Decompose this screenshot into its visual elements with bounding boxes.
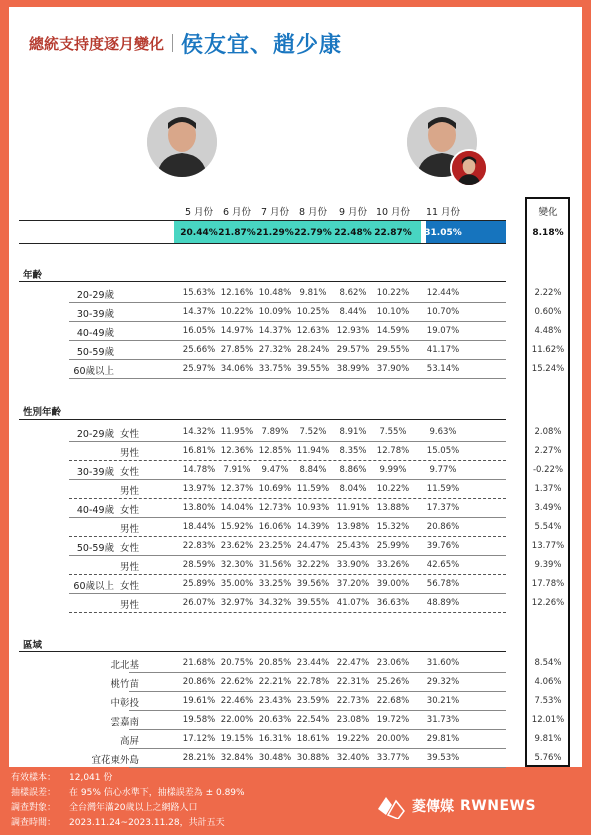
overall-value: 22.87% (374, 228, 412, 238)
row-label: 40-49歲 (76, 328, 114, 339)
table-cell: 32.22% (296, 560, 330, 570)
table-cell: 12.37% (220, 484, 254, 494)
table-cell: 32.30% (220, 560, 254, 570)
table-cell: 32.40% (336, 753, 370, 763)
table-cell: 13.97% (182, 484, 216, 494)
table-cell: 22.00% (220, 715, 254, 725)
table-cell: 22.31% (336, 677, 370, 687)
table-cell-nov: 17.37% (426, 503, 460, 513)
table-cell: 39.55% (296, 364, 330, 374)
table-cell: 12.78% (376, 446, 410, 456)
overall-value: 22.48% (334, 228, 372, 238)
table-cell: 13.98% (336, 522, 370, 532)
month-header: 7 月份 (260, 207, 290, 218)
row-divider (69, 517, 506, 518)
table-cell: 10.22% (376, 484, 410, 494)
table-cell: 10.48% (258, 288, 292, 298)
table-cell: 22.54% (296, 715, 330, 725)
row-sex-label: 男性 (119, 524, 139, 535)
table-cell: 16.31% (258, 734, 292, 744)
table-cell: 22.21% (258, 677, 292, 687)
row-group-label: 50-59歲 (76, 543, 114, 554)
table-cell: 21.68% (182, 658, 216, 668)
table-cell-change: 12.26% (531, 598, 565, 608)
table-cell: 11.94% (296, 446, 330, 456)
section-gender-age: 性別年齡 (23, 407, 62, 418)
table-cell-change: 8.54% (534, 658, 562, 668)
section-age: 年齡 (23, 270, 43, 281)
table-cell-change: 4.06% (534, 677, 562, 687)
logo-text-cn: 菱傳媒 (412, 799, 454, 815)
table-cell: 7.52% (299, 427, 327, 437)
table-cell: 9.99% (379, 465, 407, 475)
row-sex-label: 女性 (119, 543, 139, 554)
table-cell-nov: 15.05% (426, 446, 460, 456)
row-label: 50-59歲 (76, 347, 114, 358)
table-cell: 22.62% (220, 677, 254, 687)
row-divider (129, 691, 506, 692)
row-sex-label: 女性 (119, 429, 139, 440)
logo-text-en: RWNEWS (460, 798, 537, 814)
row-sex-label: 男性 (119, 600, 139, 611)
table-cell: 39.55% (296, 598, 330, 608)
month-header-nov: 11 月份 (425, 207, 461, 218)
row-sex-label: 男性 (119, 562, 139, 573)
table-cell: 30.48% (258, 753, 292, 763)
section-region: 區域 (23, 640, 43, 651)
row-divider (129, 767, 506, 768)
footer-value: 2023.11.24~2023.11.28，共計五天 (69, 818, 225, 828)
table-cell-nov: 9.63% (429, 427, 457, 437)
table-cell-change: 2.22% (534, 288, 562, 298)
row-label: 高屏 (119, 736, 139, 747)
row-label: 20-29歲 (76, 290, 114, 301)
table-cell: 15.92% (220, 522, 254, 532)
row-divider (129, 729, 506, 730)
overall-value-nov: 31.05% (424, 228, 462, 238)
table-cell: 25.66% (182, 345, 216, 355)
table-cell: 20.85% (258, 658, 292, 668)
row-sex-label: 女性 (119, 467, 139, 478)
table-cell: 11.59% (296, 484, 330, 494)
row-label: 30-39歲 (76, 309, 114, 320)
table-cell-nov: 11.59% (426, 484, 460, 494)
table-cell: 19.72% (376, 715, 410, 725)
table-cell-change: 13.77% (531, 541, 565, 551)
table-cell: 19.15% (220, 734, 254, 744)
footer-key: 調查時間： (11, 818, 57, 828)
row-divider (69, 378, 506, 379)
table-cell-change: 9.81% (534, 734, 562, 744)
table-cell: 26.07% (182, 598, 216, 608)
table-cell: 22.68% (376, 696, 410, 706)
table-cell: 29.55% (376, 345, 410, 355)
row-sex-label: 女性 (119, 581, 139, 592)
table-cell: 10.93% (296, 503, 330, 513)
table-cell-nov: 39.53% (426, 753, 460, 763)
table-cell: 23.25% (258, 541, 292, 551)
table-cell: 27.85% (220, 345, 254, 355)
table-cell: 12.93% (336, 326, 370, 336)
table-cell: 34.06% (220, 364, 254, 374)
table-cell: 20.63% (258, 715, 292, 725)
table-cell: 25.89% (182, 579, 216, 589)
group-divider (69, 612, 506, 613)
table-cell-change: 2.27% (534, 446, 562, 456)
row-divider (69, 359, 506, 360)
table-cell: 10.25% (296, 307, 330, 317)
table-cell: 34.32% (258, 598, 292, 608)
section-divider (19, 651, 506, 652)
table-cell: 30.88% (296, 753, 330, 763)
table-cell-change: -0.22% (532, 465, 564, 475)
row-divider (69, 302, 506, 303)
table-cell: 14.32% (182, 427, 216, 437)
table-cell: 14.39% (296, 522, 330, 532)
table-cell: 19.61% (182, 696, 216, 706)
table-cell: 12.73% (258, 503, 292, 513)
table-cell: 8.35% (339, 446, 367, 456)
row-group-label: 60歲以上 (73, 581, 114, 592)
group-divider (69, 574, 506, 575)
table-cell: 15.32% (376, 522, 410, 532)
table-cell: 23.06% (376, 658, 410, 668)
table-cell: 14.97% (220, 326, 254, 336)
row-group-label: 30-39歲 (76, 467, 114, 478)
month-header: 6 月份 (222, 207, 252, 218)
table-cell: 35.00% (220, 579, 254, 589)
table-cell: 11.91% (336, 503, 370, 513)
overall-change: 8.18% (532, 228, 564, 238)
row-divider (69, 593, 506, 594)
row-divider (69, 555, 506, 556)
row-label: 桃竹苗 (110, 679, 139, 690)
table-cell: 10.10% (376, 307, 410, 317)
overall-value: 20.44% (180, 228, 218, 238)
table-cell: 33.77% (376, 753, 410, 763)
table-cell: 22.73% (336, 696, 370, 706)
table-cell-nov: 10.70% (426, 307, 460, 317)
row-divider (129, 748, 506, 749)
table-cell-change: 7.53% (534, 696, 562, 706)
table-cell: 29.57% (336, 345, 370, 355)
table-cell: 10.22% (376, 288, 410, 298)
table-cell-nov: 29.32% (426, 677, 460, 687)
table-cell: 33.75% (258, 364, 292, 374)
table-cell: 19.58% (182, 715, 216, 725)
table-cell: 12.85% (258, 446, 292, 456)
table-cell: 8.62% (339, 288, 367, 298)
table-cell-change: 2.08% (534, 427, 562, 437)
table-cell-nov: 20.86% (426, 522, 460, 532)
row-divider (69, 321, 506, 322)
footer-value: 12,041 份 (69, 773, 113, 783)
table-cell: 22.46% (220, 696, 254, 706)
row-label: 中彰投 (110, 698, 139, 709)
table-cell: 37.90% (376, 364, 410, 374)
month-header: 9 月份 (338, 207, 368, 218)
table-cell: 7.91% (223, 465, 251, 475)
month-header: 8 月份 (298, 207, 328, 218)
table-cell: 13.80% (182, 503, 216, 513)
table-cell: 27.32% (258, 345, 292, 355)
table-cell: 23.43% (258, 696, 292, 706)
logo-icon (376, 793, 406, 819)
table-cell: 13.88% (376, 503, 410, 513)
table-cell-nov: 19.07% (426, 326, 460, 336)
table-cell: 8.04% (339, 484, 367, 494)
table-cell: 39.56% (296, 579, 330, 589)
row-divider (129, 672, 506, 673)
table-cell-nov: 39.76% (426, 541, 460, 551)
table-cell: 32.97% (220, 598, 254, 608)
table-cell: 24.47% (296, 541, 330, 551)
table-cell: 10.09% (258, 307, 292, 317)
table-cell: 39.00% (376, 579, 410, 589)
table-cell: 25.43% (336, 541, 370, 551)
table-cell: 8.44% (339, 307, 367, 317)
table-cell-change: 15.24% (531, 364, 565, 374)
table-cell: 16.05% (182, 326, 216, 336)
row-label: 北北基 (110, 660, 139, 671)
table-cell-nov: 48.89% (426, 598, 460, 608)
table-cell: 16.06% (258, 522, 292, 532)
table-cell: 12.36% (220, 446, 254, 456)
table-cell: 28.59% (182, 560, 216, 570)
table-cell: 11.95% (220, 427, 254, 437)
table-cell: 32.84% (220, 753, 254, 763)
table-cell: 17.12% (182, 734, 216, 744)
footer-value: 全台灣年滿20歲以上之網路人口 (69, 803, 198, 813)
survey-footer (11, 771, 245, 831)
table-cell-nov: 30.21% (426, 696, 460, 706)
candidate-names: 侯友宜、趙少康 (181, 32, 343, 58)
table-cell: 20.86% (182, 677, 216, 687)
table-cell-nov: 42.65% (426, 560, 460, 570)
footer-key: 有效樣本： (11, 773, 57, 783)
month-header: 5 月份 (184, 207, 214, 218)
change-header: 變化 (538, 207, 558, 218)
row-sex-label: 男性 (119, 486, 139, 497)
table-cell: 14.59% (376, 326, 410, 336)
table-cell: 14.78% (182, 465, 216, 475)
table-cell: 25.97% (182, 364, 216, 374)
table-cell: 23.08% (336, 715, 370, 725)
table-cell: 36.63% (376, 598, 410, 608)
table-cell: 37.20% (336, 579, 370, 589)
row-divider (129, 710, 506, 711)
table-cell-change: 11.62% (531, 345, 565, 355)
table-cell: 25.26% (376, 677, 410, 687)
table-cell: 23.59% (296, 696, 330, 706)
row-group-label: 20-29歲 (76, 429, 114, 440)
table-cell-nov: 31.60% (426, 658, 460, 668)
table-cell: 8.84% (299, 465, 327, 475)
table-cell-change: 5.54% (534, 522, 562, 532)
overall-bottom-line (19, 243, 506, 244)
table-cell: 18.44% (182, 522, 216, 532)
overall-top-line (19, 220, 506, 221)
table-cell-nov: 41.17% (426, 345, 460, 355)
table-cell-nov: 31.73% (426, 715, 460, 725)
table-cell: 19.22% (336, 734, 370, 744)
table-cell-change: 1.37% (534, 484, 562, 494)
table-cell: 22.83% (182, 541, 216, 551)
table-cell: 33.25% (258, 579, 292, 589)
table-cell: 12.16% (220, 288, 254, 298)
group-divider (69, 498, 506, 499)
table-cell: 7.55% (379, 427, 407, 437)
table-cell: 33.26% (376, 560, 410, 570)
table-cell: 33.90% (336, 560, 370, 570)
table-cell: 20.75% (220, 658, 254, 668)
brand-logo (376, 793, 536, 819)
table-cell: 10.69% (258, 484, 292, 494)
table-cell: 41.07% (336, 598, 370, 608)
footer-value: 在 95% 信心水準下，抽樣誤差為 ± 0.89% (69, 788, 245, 798)
table-cell: 23.44% (296, 658, 330, 668)
table-cell: 31.56% (258, 560, 292, 570)
group-divider (69, 460, 506, 461)
table-cell-change: 4.48% (534, 326, 562, 336)
overall-value: 21.29% (256, 228, 294, 238)
table-cell: 23.62% (220, 541, 254, 551)
table-cell-change: 5.76% (534, 753, 562, 763)
table-cell: 16.81% (182, 446, 216, 456)
overall-value: 22.79% (294, 228, 332, 238)
table-cell: 28.24% (296, 345, 330, 355)
row-divider (69, 340, 506, 341)
table-cell-nov: 29.81% (426, 734, 460, 744)
table-cell: 9.47% (261, 465, 289, 475)
table-cell: 28.21% (182, 753, 216, 763)
table-cell: 8.91% (339, 427, 367, 437)
row-group-label: 40-49歲 (76, 505, 114, 516)
row-sex-label: 男性 (119, 448, 139, 459)
table-cell-change: 3.49% (534, 503, 562, 513)
table-cell-nov: 9.77% (429, 465, 457, 475)
table-cell: 9.81% (299, 288, 327, 298)
section-divider (19, 419, 506, 420)
group-divider (69, 536, 506, 537)
table-cell: 15.63% (182, 288, 216, 298)
table-cell-nov: 53.14% (426, 364, 460, 374)
row-label: 宜花東外島 (91, 755, 139, 766)
row-divider (69, 479, 506, 480)
change-column-frame (525, 197, 570, 767)
report-card (9, 7, 582, 767)
row-label: 雲嘉南 (110, 717, 139, 728)
table-cell: 14.04% (220, 503, 254, 513)
table-cell-change: 0.60% (534, 307, 562, 317)
table-cell: 12.63% (296, 326, 330, 336)
data-table (9, 7, 582, 767)
table-cell: 14.37% (182, 307, 216, 317)
table-cell: 10.22% (220, 307, 254, 317)
table-cell: 25.99% (376, 541, 410, 551)
table-cell: 8.86% (339, 465, 367, 475)
table-cell-nov: 56.78% (426, 579, 460, 589)
table-cell: 18.61% (296, 734, 330, 744)
month-header: 10 月份 (375, 207, 411, 218)
table-cell: 20.00% (376, 734, 410, 744)
table-cell: 7.89% (261, 427, 289, 437)
row-sex-label: 女性 (119, 505, 139, 516)
row-divider (69, 441, 506, 442)
table-cell-change: 9.39% (534, 560, 562, 570)
overall-value: 21.87% (218, 228, 256, 238)
table-cell: 38.99% (336, 364, 370, 374)
footer-key: 調查對象： (11, 803, 57, 813)
row-label: 60歲以上 (73, 366, 114, 377)
table-cell: 14.37% (258, 326, 292, 336)
table-cell-change: 12.01% (531, 715, 565, 725)
footer-key: 抽樣誤差： (11, 788, 57, 798)
table-cell-change: 17.78% (531, 579, 565, 589)
table-cell: 22.47% (336, 658, 370, 668)
table-cell-nov: 12.44% (426, 288, 460, 298)
section-divider (19, 281, 506, 282)
page-title: 總統支持度逐月變化 (29, 34, 165, 53)
table-cell: 22.78% (296, 677, 330, 687)
